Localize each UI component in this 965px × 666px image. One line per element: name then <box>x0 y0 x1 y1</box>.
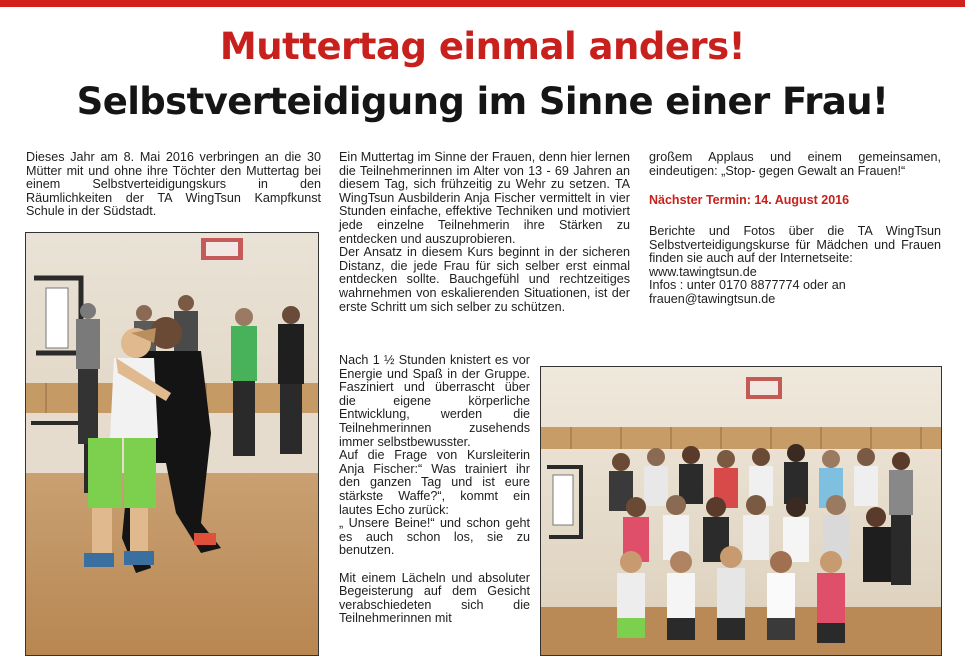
paragraph-3: Nach 1 ½ Stunden knistert es vor Energie und Spaß in der Gruppe. Fasziniert und überrascht über die eigene körperliche Entwicklung, werden die Teilnehmerinnen zusehends immer selbstbewusster. <box>339 353 530 449</box>
paragraph-2: Der Ansatz in diesem Kurs beginnt in der sicheren Distanz, die jede Frau für sich selber erst einmal entdecken sollte. Bauchgefühl und rechtzeitiges wahrnehmen von eskalierenden Situationen, ist der erste Schritt um sich selber zu schützen. <box>339 245 630 314</box>
website-link[interactable]: www.tawingtsun.de <box>649 264 757 279</box>
top-red-rule <box>0 0 965 7</box>
paragraph-1: Ein Muttertag im Sinne der Frauen, denn hier lernen die Teilnehmerinnen im Alter von 13 - 69 Jahren an diesem Tag, sich frühzeitig zu Wehr zu setzen. TA WingTsun Ausbilderin Anja Fischer vermittelt in vier Stunden einfache, effektive Techniken und motiviert jede einzelne Teilnehmerin ihre Stärken zu entdecken und auszuprobieren. <box>339 150 630 246</box>
photo-group <box>540 366 942 656</box>
paragraph-6: Mit einem Lächeln und absoluter Begeisterung auf dem Gesicht verabschiedeten sich die Teilnehmerinnen mit <box>339 570 530 626</box>
subheadline: Selbstverteidigung im Sinne einer Frau! <box>76 80 889 123</box>
column2-lower <box>339 354 530 626</box>
phone-info: Infos : unter 0170 8877774 oder an <box>649 278 846 293</box>
paragraph-4: Auf die Frage von Kursleiterin Anja Fischer:“ Was trainiert ihr den ganzen Tag und ist eure stärkste Waffe?“, kommt ein lautes Echo zurück: <box>339 448 530 517</box>
intro-paragraph: Dieses Jahr am 8. Mai 2016 verbringen an die 30 Mütter mit und ohne ihre Töchter den Muttertag bei einem Selbstverteidigungskurs in den Räumlichkeiten der TA WingTsun Kampfkunst Schule in der Südstadt. <box>26 150 321 219</box>
column3-top <box>649 151 941 178</box>
closing-paragraph: großem Applaus und einem gemeinsamen, eindeutigen: „Stop- gegen Gewalt an Frauen!“ <box>649 150 941 178</box>
paragraph-5: „ Unsere Beine!“ und schon geht es auch schon los, sie zu benutzen. <box>339 516 530 558</box>
photo-self-defense-demo <box>25 232 319 656</box>
next-date: Nächster Termin: 14. August 2016 <box>649 193 850 207</box>
column3-info <box>649 225 941 307</box>
email-link[interactable]: frauen@tawingtsun.de <box>649 291 776 306</box>
column2-upper <box>339 151 630 314</box>
headline: Muttertag einmal anders! <box>219 25 746 68</box>
column1-intro <box>26 151 321 219</box>
info-paragraph: Berichte und Fotos über die TA WingTsun Selbstverteidigungskurse für Mädchen und Frauen finden sie auch auf der Internetseite: <box>649 224 941 266</box>
